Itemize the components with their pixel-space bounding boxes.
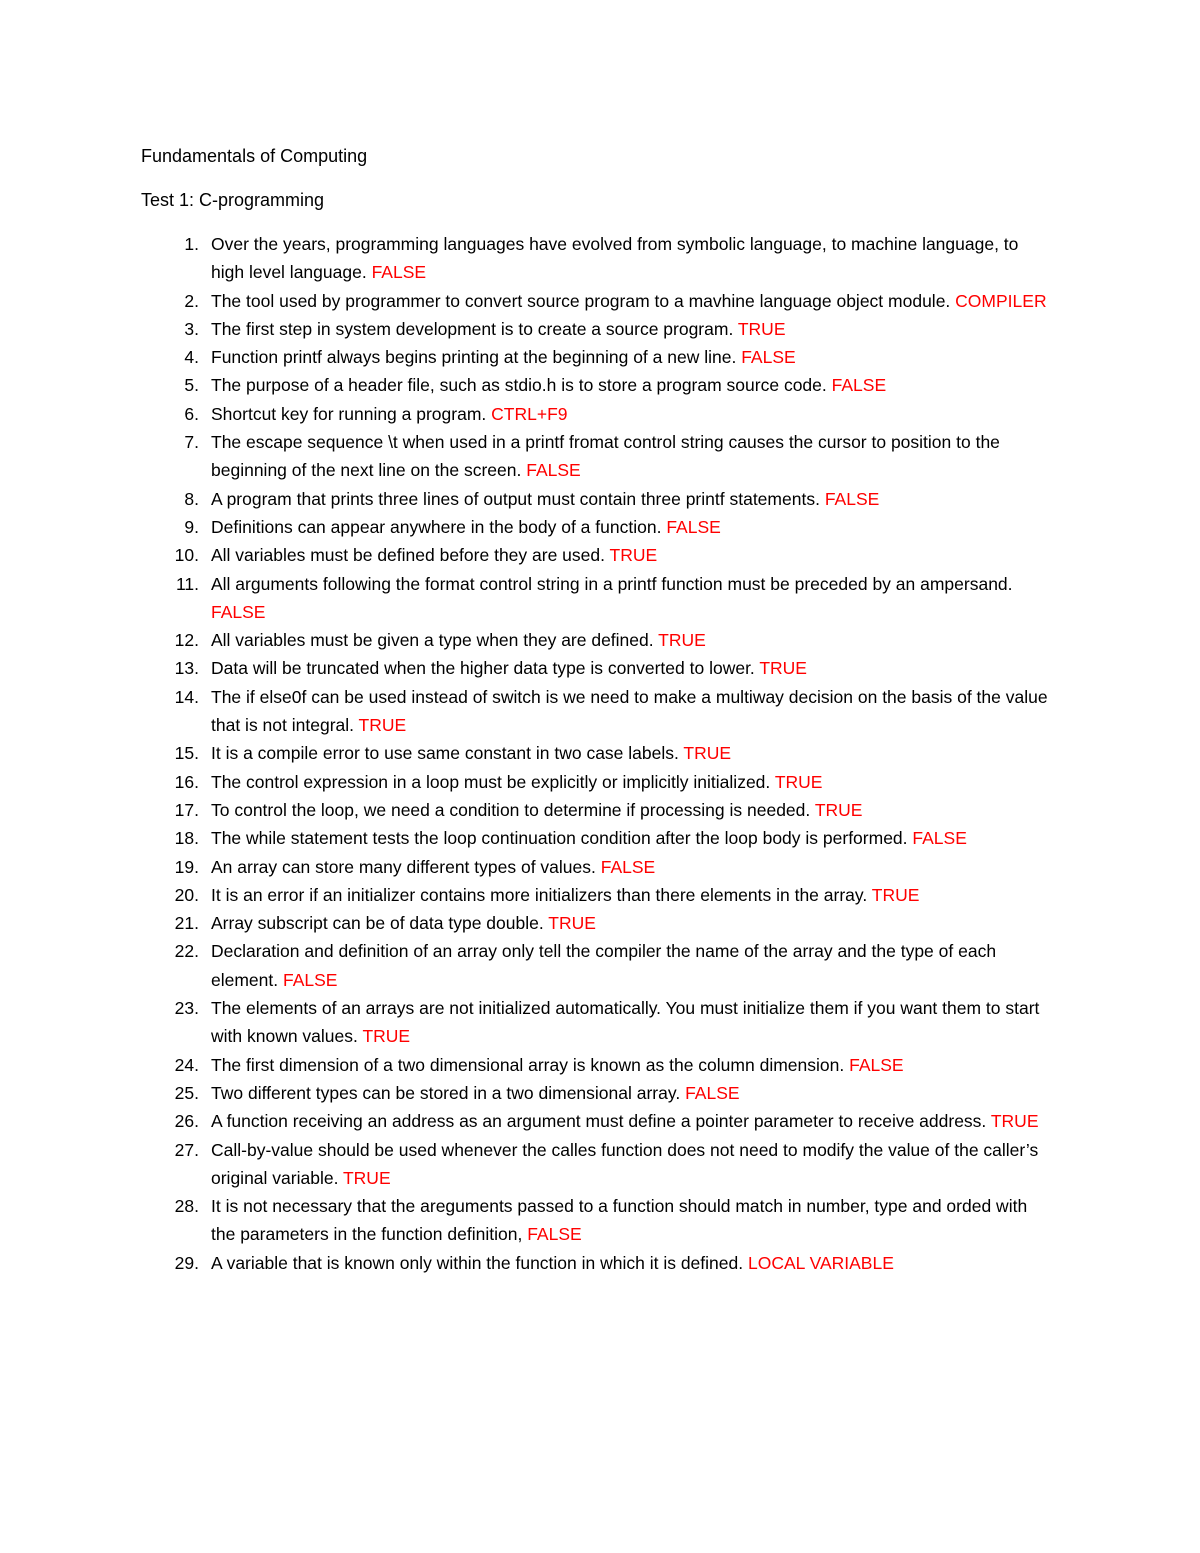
question-number: 10. <box>174 545 199 566</box>
question-answer: LOCAL VARIABLE <box>747 1252 894 1273</box>
question-item <box>141 485 1056 513</box>
question-number: 18. <box>174 828 199 849</box>
question-number: 1. <box>184 234 199 254</box>
question-number: 16. <box>174 771 199 792</box>
question-number: 20. <box>174 884 199 905</box>
question-number: 7. <box>184 432 199 453</box>
question-number: 12. <box>174 630 199 651</box>
question-answer: TRUE <box>342 1167 391 1188</box>
question-text: Two different types can be stored in a two dimensional array. <box>211 1082 681 1103</box>
question-text: A variable that is known only within the function in which it is defined. <box>211 1252 744 1273</box>
question-text: Function printf always begins printing at the beginning of a new line. <box>211 347 737 368</box>
question-text: Declaration and definition of an array only tell the compiler the name of the array and the type of each element. <box>211 941 997 990</box>
question-text: The tool used by programmer to convert source program to a mavhine language object module. <box>211 290 951 311</box>
question-item <box>141 287 1056 315</box>
question-answer: FALSE <box>283 969 338 990</box>
question-number: 28. <box>174 1196 199 1217</box>
question-answer: TRUE <box>759 658 807 679</box>
question-text: The control expression in a loop must be explicitly or implicitly initialized. <box>211 771 771 792</box>
document-title: Fundamentals of Computing <box>141 146 368 166</box>
question-answer: TRUE <box>609 545 658 566</box>
question-item <box>141 541 1056 569</box>
question-text: All variables must be given a type when they are defined. <box>211 630 654 651</box>
question-number: 25. <box>174 1082 199 1103</box>
question-answer: FALSE <box>831 375 887 396</box>
question-list <box>141 230 1056 1277</box>
question-answer: TRUE <box>362 1026 411 1047</box>
question-item <box>141 1136 1056 1193</box>
question-number: 26. <box>174 1111 199 1132</box>
question-number: 9. <box>184 516 199 537</box>
question-item <box>141 853 1056 881</box>
question-number: 19. <box>174 856 199 877</box>
question-text: Over the years, programming languages have evolved from symbolic language, to machine language, to high level language. <box>211 234 1019 283</box>
question-answer: FALSE <box>600 856 656 877</box>
question-number: 21. <box>174 913 199 934</box>
question-item <box>141 796 1056 824</box>
test-subtitle: Test 1: C-programming <box>141 190 325 210</box>
question-answer: TRUE <box>990 1111 1039 1132</box>
question-text: The first dimension of a two dimensional array is known as the column dimension. <box>211 1054 845 1075</box>
question-text: Definitions can appear anywhere in the body of a function. <box>211 516 662 537</box>
question-text: The first step in system development is to create a source program. <box>211 318 734 339</box>
question-item <box>141 428 1056 485</box>
question-answer: TRUE <box>737 318 786 339</box>
question-answer: FALSE <box>526 460 581 481</box>
question-text: To control the loop, we need a condition to determine if processing is needed. <box>211 799 811 820</box>
question-item <box>141 1079 1056 1107</box>
question-text: The elements of an arrays are not initialized automatically. You must initialize them if you want them to start with known values. <box>211 998 1040 1047</box>
question-text: Shortcut key for running a program. <box>211 403 487 424</box>
question-text: An array can store many different types of values. <box>211 856 596 877</box>
question-item <box>141 909 1056 937</box>
question-item <box>141 371 1056 399</box>
question-answer: TRUE <box>548 913 596 934</box>
question-number: 6. <box>184 403 199 424</box>
question-text: Array subscript can be of data type double. <box>211 913 544 934</box>
question-answer: TRUE <box>358 715 407 736</box>
question-number: 22. <box>174 941 199 962</box>
question-item <box>141 739 1056 767</box>
question-item <box>141 768 1056 796</box>
question-item <box>141 343 1056 371</box>
question-text: The if else0f can be used instead of switch is we need to make a multiway decision on the basis of the value that is not integral. <box>211 686 1048 736</box>
question-text: The while statement tests the loop continuation condition after the loop body is performed. <box>211 828 908 849</box>
question-text: The purpose of a header file, such as stdio.h is to store a program source code. <box>211 375 827 396</box>
question-item <box>141 1051 1056 1079</box>
question-answer: FALSE <box>912 828 967 849</box>
question-text: Call-by-value should be used whenever the calles function does not need to modify the value of the caller’s original variable. <box>211 1139 1039 1188</box>
question-number: 24. <box>174 1054 199 1075</box>
question-text: A function receiving an address as an argument must define a pointer parameter to receive address. <box>211 1111 987 1132</box>
question-text: It is an error if an initializer contains more initializers than there elements in the array. <box>211 884 868 905</box>
question-answer: TRUE <box>814 799 863 820</box>
question-text: The escape sequence \t when used in a printf fromat control string causes the cursor to position to the beginning of the next line on the screen. <box>211 432 1000 481</box>
question-number: 14. <box>174 686 199 707</box>
question-item <box>141 230 1056 287</box>
question-item <box>141 1107 1056 1135</box>
question-item <box>141 937 1056 994</box>
question-number: 3. <box>184 318 199 339</box>
question-item <box>141 994 1056 1051</box>
question-number: 4. <box>184 347 199 368</box>
question-item <box>141 513 1056 541</box>
question-answer: FALSE <box>371 262 427 283</box>
question-answer: FALSE <box>685 1082 740 1103</box>
question-answer: TRUE <box>658 630 706 651</box>
question-answer: FALSE <box>527 1224 582 1245</box>
question-answer: TRUE <box>683 743 732 764</box>
question-number: 29. <box>174 1252 199 1273</box>
question-answer: FALSE <box>666 516 721 537</box>
question-answer: TRUE <box>871 884 920 905</box>
question-answer: FALSE <box>211 601 266 622</box>
question-item <box>141 654 1056 682</box>
question-answer: TRUE <box>774 771 823 792</box>
question-text: Data will be truncated when the higher data type is converted to lower. <box>211 658 755 679</box>
question-answer: FALSE <box>849 1054 904 1075</box>
question-number: 27. <box>174 1139 199 1160</box>
question-item <box>141 881 1056 909</box>
question-item <box>141 1249 1056 1277</box>
question-answer: FALSE <box>824 488 880 509</box>
question-item <box>141 1192 1056 1249</box>
question-number: 5. <box>184 375 199 396</box>
question-item <box>141 570 1056 627</box>
question-answer: COMPILER <box>955 290 1047 311</box>
question-text: All variables must be defined before they are used. <box>211 545 605 566</box>
question-number: 17. <box>174 799 199 820</box>
question-text: A program that prints three lines of output must contain three printf statements. <box>211 488 820 509</box>
question-text: It is not necessary that the areguments passed to a function should match in number, type and orded with the parameters in the function definition, <box>211 1196 1028 1245</box>
question-item <box>141 824 1056 852</box>
question-item <box>141 315 1056 343</box>
question-item <box>141 683 1056 740</box>
question-number: 8. <box>184 488 199 509</box>
question-item <box>141 400 1056 428</box>
question-number: 13. <box>174 658 199 679</box>
question-number: 11. <box>175 573 199 594</box>
question-number: 15. <box>174 743 199 764</box>
question-number: 2. <box>184 290 199 311</box>
question-number: 23. <box>174 998 199 1019</box>
question-item <box>141 626 1056 654</box>
question-answer: CTRL+F9 <box>491 403 568 424</box>
question-text: It is a compile error to use same constant in two case labels. <box>211 743 679 764</box>
question-answer: FALSE <box>741 347 796 368</box>
question-text: All arguments following the format control string in a printf function must be preceded by an ampersand. <box>211 573 1013 594</box>
